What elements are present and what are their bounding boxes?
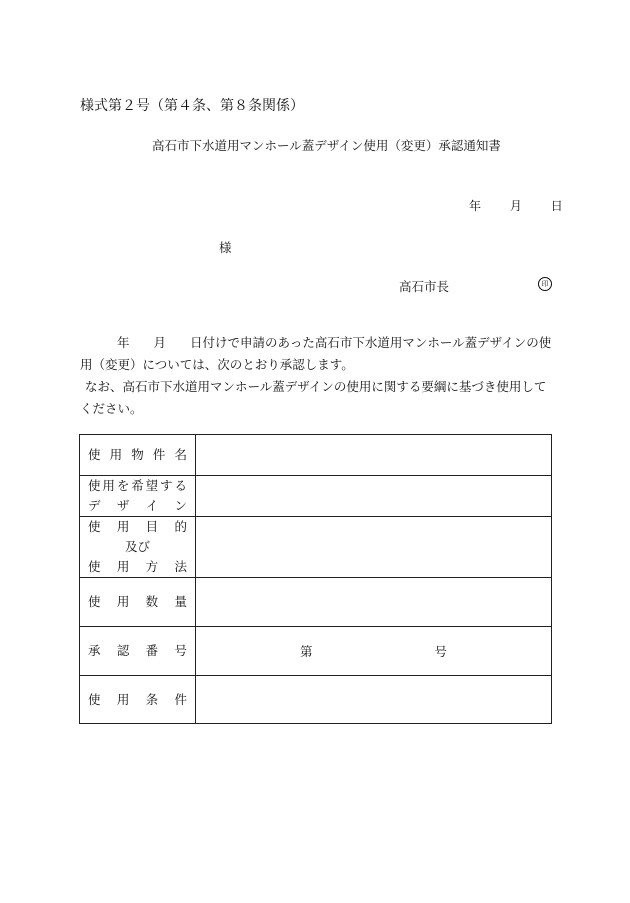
table-row [80, 476, 552, 517]
label-approval-number: 承 認 番 号 [80, 627, 196, 676]
value-usage-item-name[interactable] [196, 435, 552, 476]
table-row [80, 517, 552, 578]
body-paragraph-2: なお、高石市下水道用マンホール蓋デザインの使用に関する要綱に基づき使用してください。 [80, 379, 547, 416]
value-usage-quantity[interactable] [196, 578, 552, 627]
date-year: 年 [469, 199, 482, 213]
table-row [80, 676, 552, 724]
seal-mark: 印 [538, 277, 552, 291]
date-day: 日 [550, 199, 563, 213]
label-desired-design: 使 用 を 希 望 す る デ ザ イ ン [80, 476, 196, 517]
body-text [80, 332, 552, 420]
addressee-suffix: 様 [219, 240, 232, 255]
body-paragraph-1: 年 月 日付けで申請のあった高石市下水道用マンホール蓋デザインの使用（変更）については、次のとおり承認します。 [80, 335, 552, 372]
approval-table [79, 434, 552, 724]
form-number: 様式第２号（第４条、第８条関係） [80, 98, 304, 114]
value-desired-design[interactable] [196, 476, 552, 517]
table-row [80, 627, 552, 676]
issuer-name: 高石市長 [399, 279, 450, 294]
label-usage-conditions: 使 用 条 件 [80, 676, 196, 724]
label-usage-quantity: 使 用 数 量 [80, 578, 196, 627]
value-approval-number[interactable]: 第 号 [196, 627, 552, 676]
table-row [80, 435, 552, 476]
value-usage-conditions[interactable] [196, 676, 552, 724]
table-row [80, 578, 552, 627]
document-title: 高石市下水道用マンホール蓋デザイン使用（変更）承認通知書 [152, 138, 501, 153]
label-usage-item-name: 使 用 物 件 名 [80, 435, 196, 476]
label-purpose-method: 使 用 目 的 及び 使 用 方 法 [80, 517, 196, 578]
date-line [469, 197, 563, 214]
value-purpose-method[interactable] [196, 517, 552, 578]
date-month: 月 [509, 199, 522, 213]
